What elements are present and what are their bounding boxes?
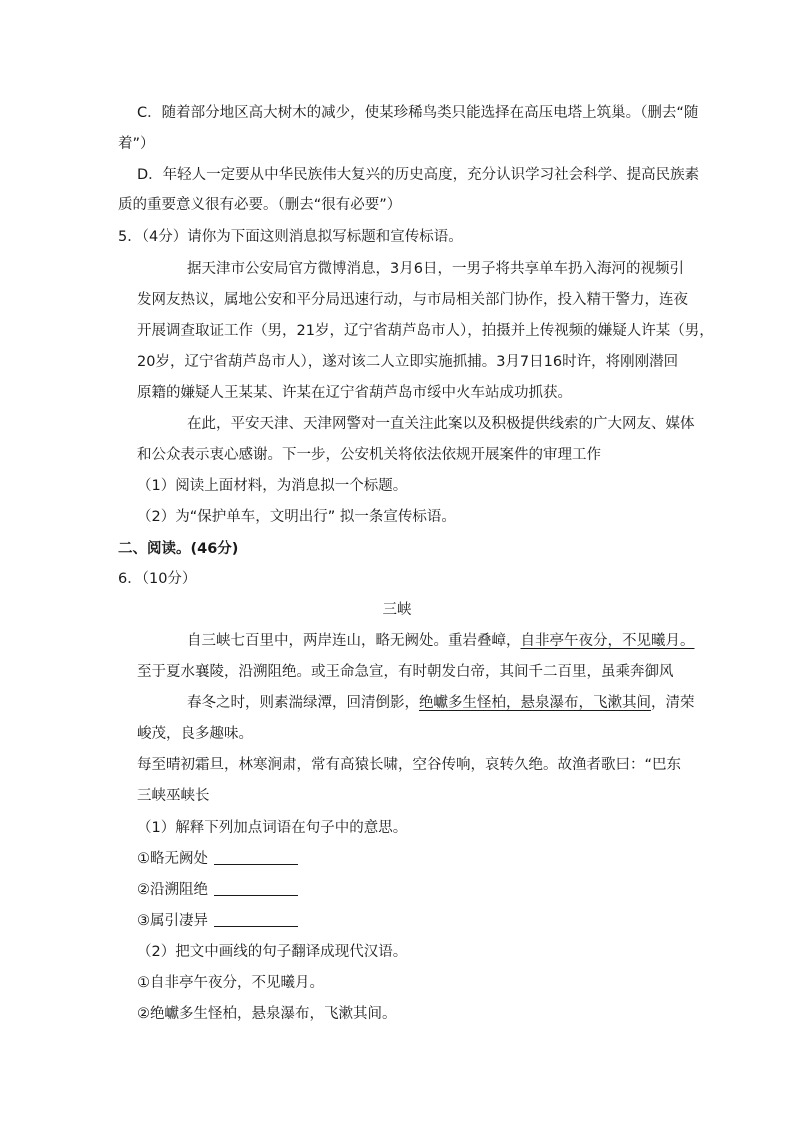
answer-blank[interactable]: [214, 912, 298, 927]
news-paragraph-1-line: 开展调查取证工作（男，21岁，辽宁省葫芦岛市人），拍摄并上传视频的嫌疑人许某（男，: [137, 323, 714, 339]
translation-item: ②绝巘多生怪柏，悬泉瀑布，飞漱其间。: [137, 1006, 397, 1022]
translation-item: ①自非亭午夜分，不见曦月。: [137, 975, 324, 991]
news-paragraph-1-line: 发网友热议，属地公安和平分局迅速行动，与市局相关部门协作，投入精干警力，连夜: [137, 292, 688, 308]
section-2-heading: 二、阅读。(46分): [118, 541, 239, 557]
passage-line-6: 三峡巫峡长: [137, 788, 210, 804]
option-d-line-2: 质的重要意义很有必要。（删去“很有必要”）: [118, 197, 402, 213]
news-paragraph-1-line: 据天津市公安局官方微博消息，3月6日，一男子将共享单车扔入海河的视频引: [187, 261, 684, 277]
news-paragraph-2-line: 和公众表示衷心感谢。下一步，公安机关将依法依规开展案件的审理工作: [137, 447, 601, 463]
passage-text: 自三峡七百里中，两岸连山，略无阙处。重岩叠嶂，: [187, 633, 521, 649]
passage-line-3: [187, 693, 695, 713]
vocab-item: [137, 911, 298, 931]
vocab-item-text: ③属引凄异: [137, 913, 208, 929]
passage-line-2: 至于夏水襄陵，沿溯阻绝。或王命急宣，有时朝发白帝，其间千二百里，虽乘奔御风: [137, 664, 674, 680]
passage-line-1: [187, 631, 695, 651]
option-d-line-1: D．年轻人一定要从中华民族伟大复兴的历史高度，充分认识学习社会科学、提高民族素: [137, 167, 700, 183]
news-paragraph-1-line: 原籍的嫌疑人王某某、许某在辽宁省葫芦岛市绥中火车站成功抓获。: [137, 385, 572, 401]
question-5-sub-2: （2）为“保护单车，文明出行” 拟一条宣传标语。: [137, 509, 456, 525]
vocab-item: [137, 849, 298, 869]
passage-text: ，清荣: [651, 695, 695, 711]
answer-blank[interactable]: [214, 881, 298, 896]
passage-text: 春冬之时，则素湍绿潭，回清倒影，: [187, 695, 419, 711]
option-c-line-1: C．随着部分地区高大树木的减少，使某珍稀鸟类只能选择在高压电塔上筑巢。（删去“随: [137, 105, 699, 121]
underlined-sentence-1: 自非亭午夜分，不见曦月。: [520, 633, 695, 649]
vocab-item-text: ②沿溯阻绝: [137, 882, 208, 898]
option-c-line-2: 着”）: [118, 136, 155, 152]
answer-blank[interactable]: [214, 850, 298, 865]
passage-title: 三峡: [382, 602, 412, 618]
vocab-item-text: ①略无阙处: [137, 851, 208, 867]
question-6-sub-1: （1）解释下列加点词语在句子中的意思。: [137, 820, 408, 836]
question-5-title: 5．（4分）请你为下面这则消息拟写标题和宣传标语。: [118, 229, 463, 245]
news-paragraph-1-line: 20岁，辽宁省葫芦岛市人），遂对该二人立即实施抓捕。3月7日16时许，将刚刚潜回: [137, 354, 679, 370]
underlined-sentence-2: 绝巘多生怪柏，悬泉瀑布，飞漱其间: [419, 695, 651, 711]
question-6-sub-2: （2）把文中画线的句子翻译成现代汉语。: [137, 944, 408, 960]
question-5-sub-1: （1）阅读上面材料，为消息拟一个标题。: [137, 478, 408, 494]
passage-line-4: 峻茂，良多趣味。: [137, 726, 253, 742]
vocab-item: [137, 880, 298, 900]
passage-line-5: 每至晴初霜旦，林寒涧肃，常有高猿长啸，空谷传响，哀转久绝。故渔者歌曰：“巴东: [137, 757, 682, 773]
news-paragraph-2-line: 在此，平安天津、天津网警对一直关注此案以及积极提供线索的广大网友、媒体: [187, 416, 695, 432]
question-6-label: 6．（10分）: [118, 571, 197, 587]
